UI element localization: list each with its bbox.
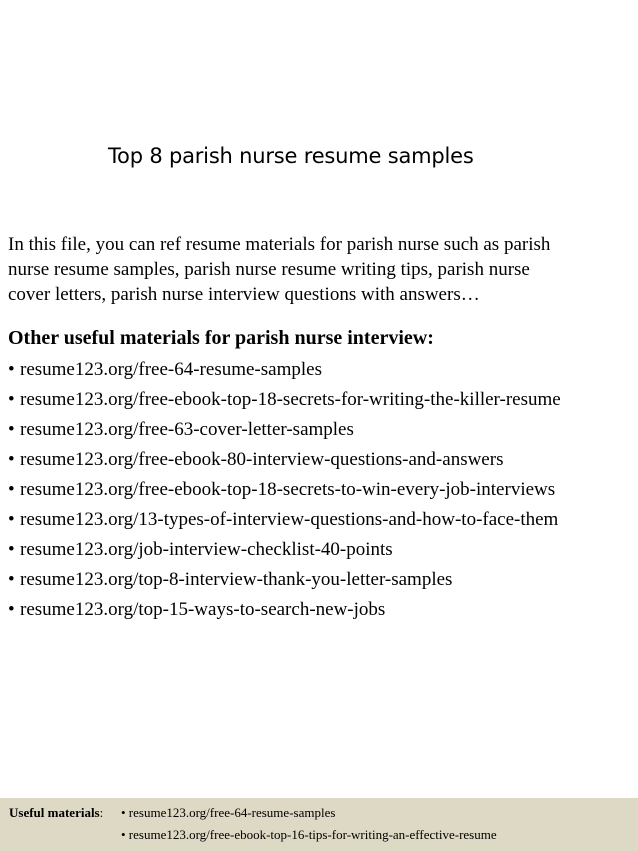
bullet-icon: • [8, 449, 15, 470]
footer-link[interactable]: • resume123.org/free-64-resume-samples [121, 805, 336, 820]
materials-heading: Other useful materials for parish nurse interview: [8, 327, 434, 349]
intro-paragraph [8, 232, 633, 307]
materials-link-list [8, 355, 561, 625]
useful-materials-footer [0, 798, 638, 851]
resource-link[interactable]: resume123.org/job-interview-checklist-40-points [20, 539, 393, 560]
footer-label [9, 802, 103, 824]
footer-link-list [121, 802, 497, 846]
resource-link[interactable]: resume123.org/top-8-interview-thank-you-letter-samples [20, 569, 453, 590]
bullet-icon: • [8, 539, 15, 560]
bullet-icon: • [8, 509, 15, 530]
list-item [8, 415, 561, 445]
footer-label-text: Useful materials [9, 805, 100, 820]
list-item [8, 565, 561, 595]
resource-link[interactable]: resume123.org/top-15-ways-to-search-new-jobs [20, 599, 386, 620]
bullet-icon: • [8, 359, 15, 380]
bullet-icon: • [8, 569, 15, 590]
list-item [8, 385, 561, 415]
resource-link[interactable]: resume123.org/free-64-resume-samples [20, 359, 322, 380]
bullet-icon: • [8, 419, 15, 440]
resource-link[interactable]: resume123.org/free-63-cover-letter-samples [20, 419, 354, 440]
list-item [8, 445, 561, 475]
list-item [8, 355, 561, 385]
resource-link[interactable]: resume123.org/free-ebook-80-interview-questions-and-answers [20, 449, 504, 470]
bullet-icon: • [8, 599, 15, 620]
footer-link[interactable]: • resume123.org/free-ebook-top-16-tips-for-writing-an-effective-resume [121, 827, 497, 842]
list-item [8, 505, 561, 535]
list-item [8, 535, 561, 565]
bullet-icon: • [8, 389, 15, 410]
intro-line: In this file, you can ref resume materials for parish nurse such as parish [8, 234, 551, 255]
page-title: Top 8 parish nurse resume samples [108, 144, 474, 168]
footer-label-colon: : [99, 805, 104, 820]
list-item [8, 595, 561, 625]
resource-link[interactable]: resume123.org/13-types-of-interview-questions-and-how-to-face-them [20, 509, 559, 530]
intro-line: nurse resume samples, parish nurse resume writing tips, parish nurse [8, 259, 530, 280]
resource-link[interactable]: resume123.org/free-ebook-top-18-secrets-for-writing-the-killer-resume [20, 389, 561, 410]
bullet-icon: • [8, 479, 15, 500]
list-item [8, 475, 561, 505]
intro-line: cover letters, parish nurse interview questions with answers… [8, 284, 480, 305]
resource-link[interactable]: resume123.org/free-ebook-top-18-secrets-to-win-every-job-interviews [20, 479, 556, 500]
